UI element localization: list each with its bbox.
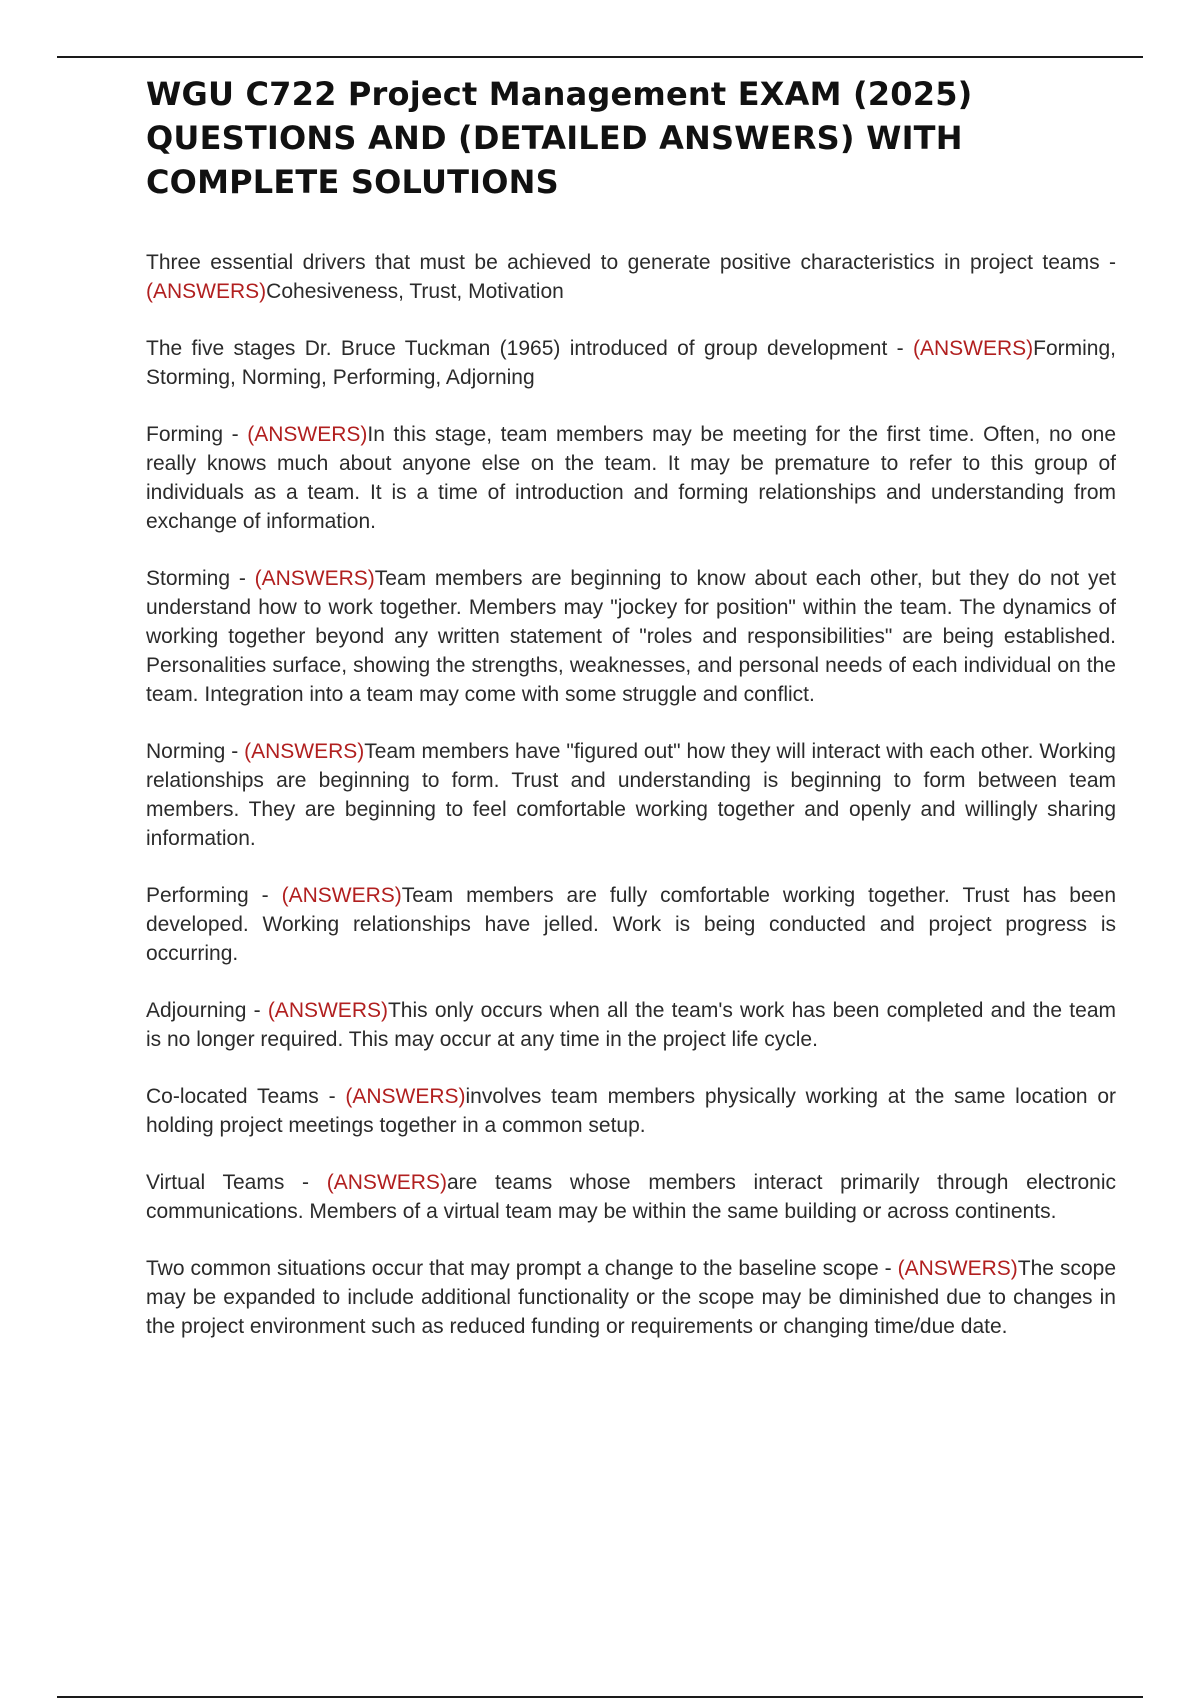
qa-item — [146, 1168, 1116, 1226]
answer-text: In this stage, team members may be meeting for the first time. Often, no one really knows much about anyone else on the team. It may be premature to refer to this group of individuals as a team. It is a time of introduction and forming relationships and understanding from exchange of information. — [146, 423, 1116, 533]
qa-item — [146, 248, 1116, 306]
answer-text: involves team members physically working at the same location or holding project meetings together in a common setup. — [146, 1085, 1116, 1137]
answer-marker: (ANSWERS) — [326, 1171, 447, 1194]
qa-item — [146, 881, 1116, 968]
question-text: Storming - — [146, 567, 255, 590]
question-text: Adjourning - — [146, 999, 268, 1022]
question-text: Forming - — [146, 423, 248, 446]
qa-item — [146, 420, 1116, 536]
question-text: Virtual Teams - — [146, 1171, 327, 1194]
answer-text: Team members are fully comfortable working together. Trust has been developed. Working relationships have jelled. Work is being conducted and project progress is occurring. — [146, 884, 1116, 965]
answer-marker: (ANSWERS) — [267, 999, 388, 1022]
question-text: Norming - — [146, 740, 245, 763]
answer-text: This only occurs when all the team's work has been completed and the team is no longer required. This may occur at any time in the project life cycle. — [146, 999, 1116, 1051]
question-text: Two common situations occur that may prompt a change to the baseline scope - — [146, 1257, 898, 1280]
qa-item — [146, 334, 1116, 392]
question-text: Co-located Teams - — [146, 1085, 346, 1108]
qa-item — [146, 737, 1116, 853]
answer-text: Team members have "figured out" how they will interact with each other. Working relationships are beginning to form. Trust and understanding is beginning to form between team members. They are beginning to feel comfortable working together and openly and willingly sharing information. — [146, 740, 1116, 850]
answer-marker: (ANSWERS) — [247, 423, 368, 446]
bottom-rule — [57, 1696, 1143, 1698]
question-text: Performing - — [146, 884, 282, 907]
qa-item — [146, 564, 1116, 709]
answer-marker: (ANSWERS) — [254, 567, 375, 590]
question-text: The five stages Dr. Bruce Tuckman (1965) introduced of group development - — [146, 337, 913, 360]
top-rule — [57, 56, 1143, 58]
answer-marker: (ANSWERS) — [244, 740, 365, 763]
document-title: WGU C722 Project Management EXAM (2025) QUESTIONS AND (DETAILED ANSWERS) WITH COMPLETE SOLUTIONS — [146, 75, 973, 201]
qa-item — [146, 1082, 1116, 1140]
answer-marker: (ANSWERS) — [146, 280, 267, 303]
answer-marker: (ANSWERS) — [897, 1257, 1018, 1280]
answer-text: are teams whose members interact primarily through electronic communications. Members of a virtual team may be within the same building or across continents. — [146, 1171, 1116, 1223]
answer-text: The scope may be expanded to include additional functionality or the scope may be diminished due to changes in the project environment such as reduced funding or requirements or changing time/due date. — [146, 1257, 1116, 1338]
answer-marker: (ANSWERS) — [912, 337, 1034, 360]
qa-item — [146, 996, 1116, 1054]
answer-marker: (ANSWERS) — [281, 884, 402, 907]
answer-text: Cohesiveness, Trust, Motivation — [266, 280, 564, 303]
answer-marker: (ANSWERS) — [345, 1085, 466, 1108]
question-text: Three essential drivers that must be achieved to generate positive characteristics in project teams - — [146, 251, 1116, 274]
document-body — [146, 72, 1116, 1369]
answer-text: Forming, Storming, Norming, Performing, Adjorning — [146, 337, 1116, 389]
answer-text: Team members are beginning to know about each other, but they do not yet understand how to work together. Members may "jockey for position" within the team. The dynamics of working together beyond any written statement of "roles and responsibilities" are being established. Personalities surface, showing the strengths, weaknesses, and personal needs of each individual on the team. Integration into a team may come with some struggle and conflict. — [146, 567, 1116, 706]
qa-item — [146, 1254, 1116, 1341]
